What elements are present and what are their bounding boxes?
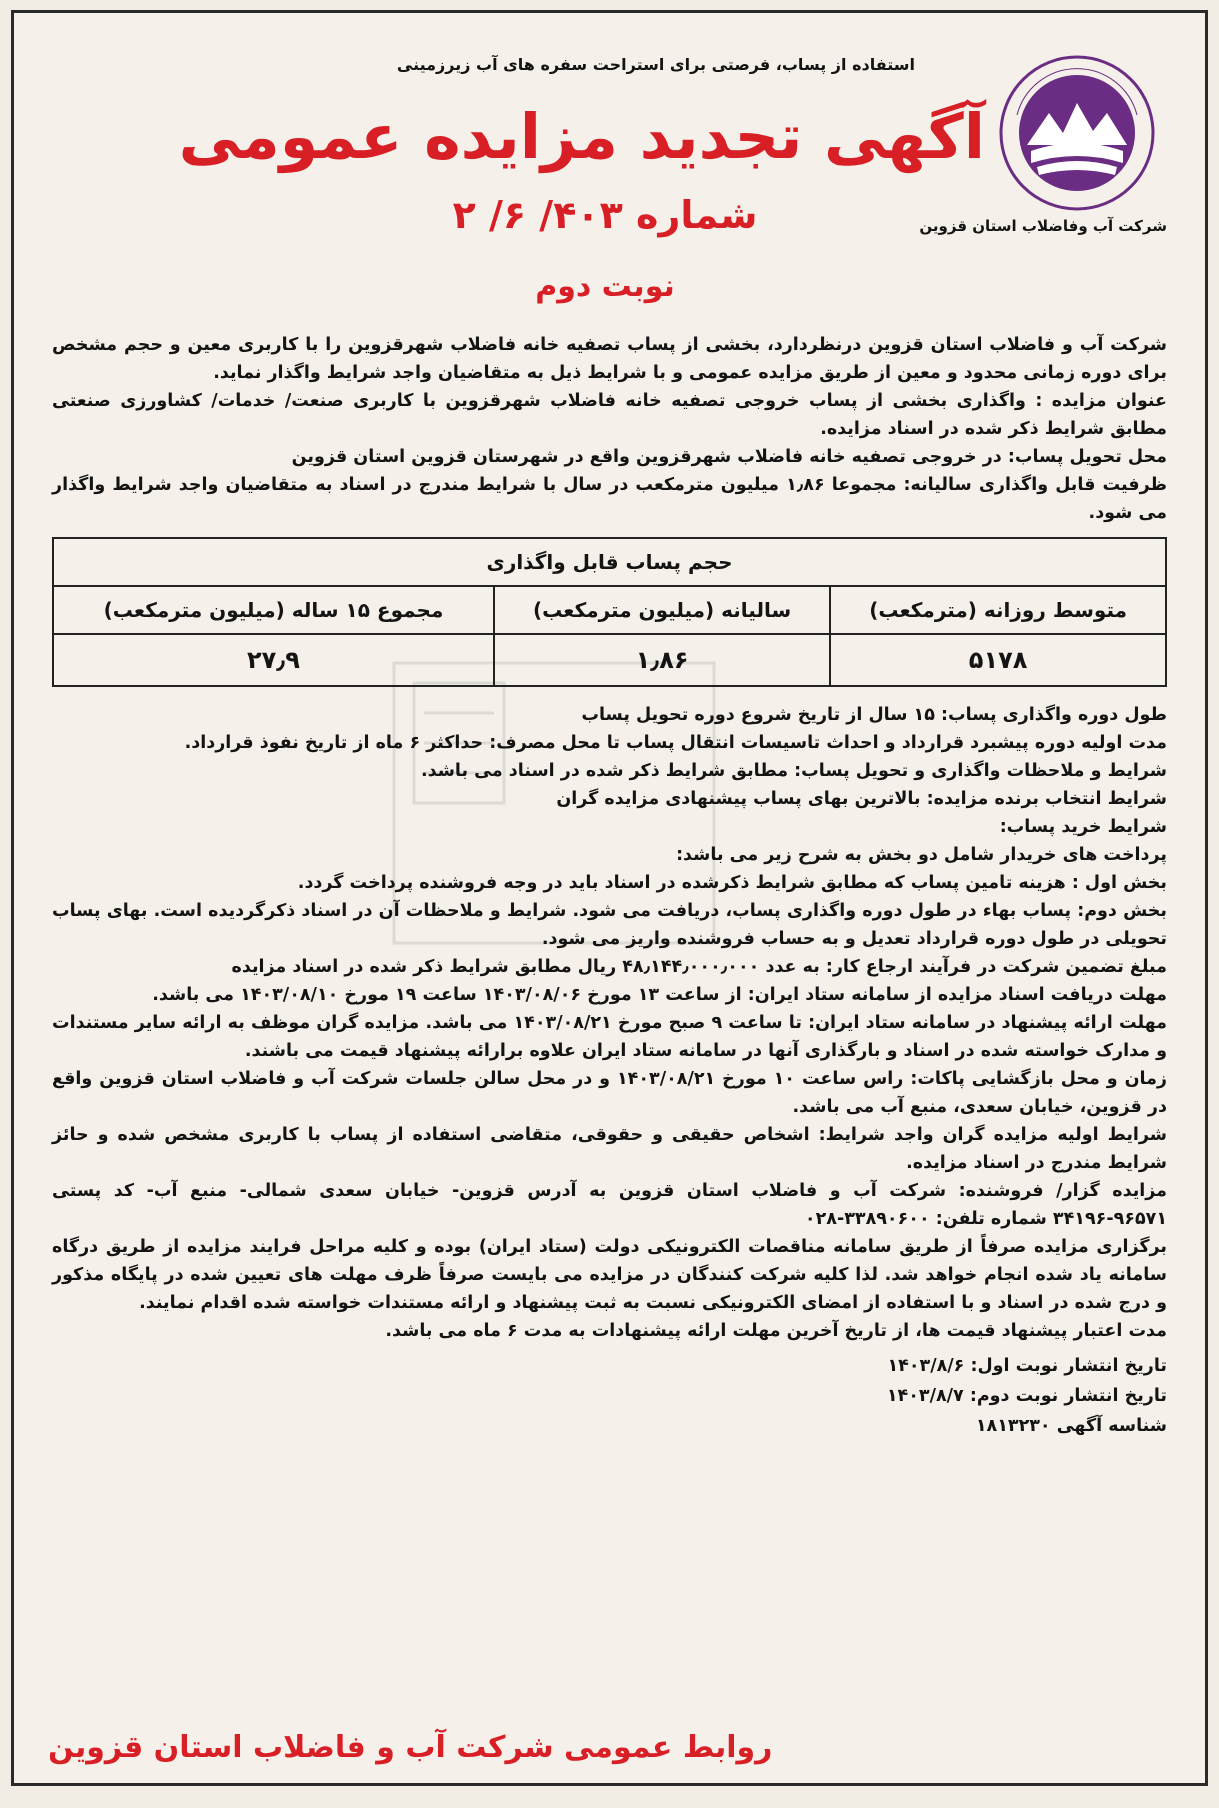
condition-item: مدت اولیه دوره پیشبرد قرارداد و احداث تاسیسات انتقال پساب تا محل مصرف: حداکثر ۶ ماه از تاریخ نفوذ قرارداد. xyxy=(184,733,1167,753)
publication-dates xyxy=(52,1351,1167,1441)
condition-item: شرایط خرید پساب: xyxy=(999,817,1167,837)
announcement-page xyxy=(11,10,1208,1786)
value-annual: ۱٫۸۶ xyxy=(494,634,830,686)
subject-paragraph: عنوان مزایده : واگذاری بخشی از پساب خروجی تصفیه خانه فاضلاب شهرقزوین با کاربری صنعت/ خدمات/ کشاورزی صنعتی مطابق شرایط ذکر شده در اسناد مزایده. xyxy=(52,391,1167,439)
announcement-number: شماره ۴۰۳/ ۶/ ۲ xyxy=(452,193,758,237)
condition-item: مزایده گزار/ فروشنده: شرکت آب و فاضلاب استان قزوین به آدرس قزوین- خیابان سعدی شمالی- منبع آب- کد پستی ۹۶۵۷۱-۳۴۱۹۶ شماره تلفن: ۳۳۸۹۰۶۰۰-۰۲۸ xyxy=(52,1181,1167,1229)
capacity-paragraph: ظرفیت قابل واگذاری سالیانه: مجموعا ۱٫۸۶ میلیون مترمکعب در سال با شرایط مندرج در اسناد به متقاضیان واجد شرایط واگذار می شود. xyxy=(52,475,1167,523)
condition-item: بخش اول : هزینه تامین پساب که مطابق شرایط ذکرشده در اسناد باید در وجه فروشنده پرداخت گردد. xyxy=(297,873,1167,893)
page-title: آگهی تجدید مزایده عمومی xyxy=(178,100,985,173)
value-total: ۲۷٫۹ xyxy=(53,634,494,686)
announcement-body xyxy=(52,331,1167,1441)
condition-item: بخش دوم: پساب بهاء در طول دوره واگذاری پساب، دریافت می شود. شرایط و ملاحظات آن در اسناد ذکرگردیده است. بهای پساب تحویلی در طول دوره قرارداد تعدیل و به حساب فروشنده واریز می شود. xyxy=(52,901,1167,949)
condition-item: مهلت ارائه پیشنهاد در سامانه ستاد ایران: تا ساعت ۹ صبح مورخ ۱۴۰۳/۰۸/۲۱ می باشد. مزایده گران موظف به ارائه سایر مستندات و مدارک خواسته شده در اسناد و بارگذاری آنها در سامانه ستاد ایران علاوه برارائه پیشنهاد قیمت می باشند. xyxy=(52,1013,1167,1061)
condition-item: طول دوره واگذاری پساب: ۱۵ سال از تاریخ شروع دوره تحویل پساب xyxy=(581,705,1167,725)
header-total: مجموع ۱۵ ساله (میلیون مترمکعب) xyxy=(53,586,494,634)
announcement-id: شناسه آگهی ۱۸۱۳۲۳۰ xyxy=(975,1416,1167,1436)
round-label: نوبت دوم xyxy=(535,269,675,304)
delivery-place: محل تحویل پساب: در خروجی تصفیه خانه فاضلاب شهرقزوین واقع در شهرستان قزوین استان قزوین xyxy=(291,447,1167,467)
company-name: شرکت آب وفاضلاب استان قزوین xyxy=(919,217,1167,235)
public-relations-signature: روابط عمومی شرکت آب و فاضلاب استان قزوین xyxy=(48,1730,773,1765)
condition-item: شرایط انتخاب برنده مزایده: بالاترین بهای پساب پیشنهادی مزایده گران xyxy=(556,789,1167,809)
condition-item: مدت اعتبار پیشنهاد قیمت ها، از تاریخ آخرین مهلت ارائه پیشنهادات به مدت ۶ ماه می باشد. xyxy=(385,1321,1167,1341)
company-logo xyxy=(997,53,1157,213)
header-daily: متوسط روزانه (مترمکعب) xyxy=(830,586,1166,634)
table-row xyxy=(53,634,1166,686)
condition-item: مهلت دریافت اسناد مزایده از سامانه ستاد ایران: از ساعت ۱۳ مورخ ۱۴۰۳/۰۸/۰۶ ساعت ۱۹ مورخ ۱۴۰۳/۰۸/۱۰ می باشد. xyxy=(152,985,1167,1005)
condition-item: شرایط و ملاحظات واگذاری و تحویل پساب: مطابق شرایط ذکر شده در اسناد می باشد. xyxy=(420,761,1167,781)
table-header-row xyxy=(53,586,1166,634)
volume-table xyxy=(52,537,1167,687)
condition-item: شرایط اولیه مزایده گران واجد شرایط: اشخاص حقیقی و حقوقی، متقاضی استفاده از پساب با کاربری مشخص شده و حائز شرایط مندرج در اسناد مزایده. xyxy=(52,1125,1167,1173)
intro-paragraph: شرکت آب و فاضلاب استان قزوین درنظردارد، بخشی از پساب تصفیه خانه فاضلاب شهرقزوین را با کاربری معین و حجم مشخص برای دوره زمانی محدود و معین از طریق مزایده عمومی و با شرایط ذیل به متقاضیان واجد شرایط واگذار نماید. xyxy=(52,335,1167,383)
condition-item: برگزاری مزایده صرفاً از طریق سامانه مناقصات الکترونیکی دولت (ستاد ایران) بوده و کلیه مراحل فرایند مزایده از طریق درگاه سامانه یاد شده انجام خواهد شد. لذا کلیه شرکت کنندگان در مزایده می بایست صرفاً ظرف مهلت های تعیین شده در پایگاه مذکور و درج شده در اسناد و با استفاده از امضای الکترونیکی نسبت به ثبت پیشنهاد و ارائه مستندات خواسته شده اقدام نمایند. xyxy=(52,1237,1167,1313)
table-caption: حجم پساب قابل واگذاری xyxy=(53,538,1166,586)
slogan: استفاده از پساب، فرصتی برای استراحت سفره های آب زیرزمینی xyxy=(396,55,915,74)
condition-item: پرداخت های خریدار شامل دو بخش به شرح زیر می باشد: xyxy=(676,845,1167,865)
logo-block xyxy=(919,53,1167,235)
condition-item: مبلغ تضمین شرکت در فرآیند ارجاع کار: به عدد ۴۸٫۱۴۴٫۰۰۰٫۰۰۰ ریال مطابق شرایط ذکر شده در اسناد مزایده xyxy=(231,957,1167,977)
second-publication-date: تاریخ انتشار نوبت دوم: ۱۴۰۳/۸/۷ xyxy=(886,1386,1167,1406)
value-daily: ۵۱۷۸ xyxy=(830,634,1166,686)
first-publication-date: تاریخ انتشار نوبت اول: ۱۴۰۳/۸/۶ xyxy=(887,1356,1167,1376)
conditions-list xyxy=(52,701,1167,1345)
condition-item: زمان و محل بازگشایی پاکات: راس ساعت ۱۰ مورخ ۱۴۰۳/۰۸/۲۱ و در محل سالن جلسات شرکت آب و فاضلاب استان قزوین واقع در قزوین، خیابان سعدی، منبع آب می باشد. xyxy=(52,1069,1168,1117)
header-annual: سالیانه (میلیون مترمکعب) xyxy=(494,586,830,634)
